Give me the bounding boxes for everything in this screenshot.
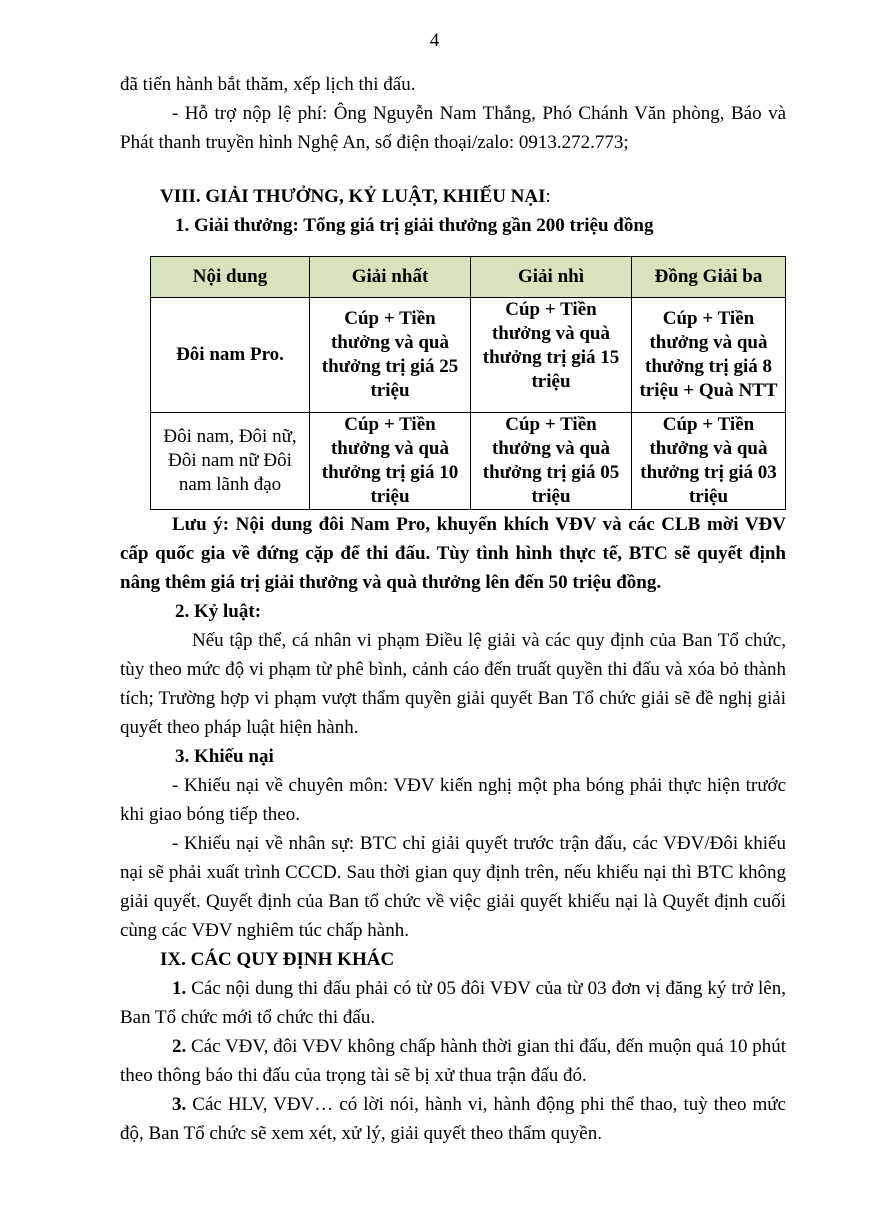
header-content: Nội dung <box>151 257 310 298</box>
section-9-title: IX. CÁC QUY ĐỊNH KHÁC <box>160 949 395 970</box>
rule-item <box>120 1032 786 1090</box>
row-label: Đôi nam, Đôi nữ, Đôi nam nữ Đôi nam lãnh đạo <box>151 413 310 510</box>
complaint-item: - Khiếu nại về nhân sự: BTC chỉ giải quyết trước trận đấu, các VĐV/Đôi khiếu nại sẽ phải xuất trình CCCD. Sau thời gian quy định trên, nếu khiếu nại thì BTC không giải quyết. Quyết định của Ban tổ chức về việc giải quyết khiếu nại là Quyết định cuối cùng các VĐV nghiêm túc chấp hành. <box>120 833 786 941</box>
rule-text: Các HLV, VĐV… có lời nói, hành vi, hành động phi thể thao, tuỳ theo mức độ, Ban Tổ chức sẽ xem xét, xử lý, giải quyết theo thẩm quyền. <box>120 1094 786 1144</box>
rule-item <box>120 1090 786 1148</box>
page-number: 4 <box>429 30 440 51</box>
prize-note: Lưu ý: Nội dung đôi Nam Pro, khuyến khích VĐV và các CLB mời VĐV cấp quốc gia về đứng cặp để thi đấu. Tùy tình hình thực tế, BTC sẽ quyết định nâng thêm giá trị giải thưởng và quà thưởng lên đến 50 triệu đồng. <box>120 514 786 593</box>
section-8-title <box>120 182 786 211</box>
prize-table-header-row <box>151 257 786 298</box>
prize-cell: Cúp + Tiền thưởng và quà thưởng trị giá 03 triệu <box>632 413 786 510</box>
prize-cell: Cúp + Tiền thưởng và quà thưởng trị giá 10 triệu <box>310 413 471 510</box>
prize-cell: Cúp + Tiền thưởng và quà thưởng trị giá 8 triệu + Quà NTT <box>632 298 786 413</box>
prize-cell: Cúp + Tiền thưởng và quà thưởng trị giá 05 triệu <box>471 413 632 510</box>
complaint-item: - Khiếu nại về chuyên môn: VĐV kiến nghị một pha bóng phải thực hiện trước khi giao bóng tiếp theo. <box>120 775 786 825</box>
row-label: Đôi nam Pro. <box>151 298 310 413</box>
section-8-title-colon: : <box>545 186 551 207</box>
table-row <box>151 413 786 510</box>
rule-number: 1. <box>172 978 187 999</box>
prize-table <box>150 256 786 510</box>
intro-line: đã tiến hành bắt thăm, xếp lịch thi đấu. <box>120 74 416 95</box>
document-body <box>120 70 786 1148</box>
header-first-prize: Giải nhất <box>310 257 471 298</box>
rule-item <box>120 974 786 1032</box>
rule-text: Các nội dung thi đấu phải có từ 05 đôi VĐV của từ 03 đơn vị đăng ký trở lên, Ban Tổ chức mới tổ chức thi đấu. <box>120 978 786 1028</box>
header-third-prize: Đồng Giải ba <box>632 257 786 298</box>
prize-cell: Cúp + Tiền thưởng và quà thưởng trị giá 25 triệu <box>310 298 471 413</box>
complaint-heading: 3. Khiếu nại <box>175 746 274 767</box>
section-8-title-text: VIII. GIẢI THƯỞNG, KỶ LUẬT, KHIẾU NẠI <box>160 186 546 207</box>
table-row <box>151 298 786 413</box>
prize-cell: Cúp + Tiền thưởng và quà thưởng trị giá 15 triệu <box>471 298 632 413</box>
rule-text: Các VĐV, đôi VĐV không chấp hành thời gian thi đấu, đến muộn quá 10 phút theo thông báo thi đấu của trọng tài sẽ bị xử thua trận đấu đó. <box>120 1036 786 1086</box>
discipline-heading: 2. Kỷ luật: <box>175 601 262 622</box>
rule-number: 3. <box>172 1094 187 1115</box>
fee-support-paragraph: - Hỗ trợ nộp lệ phí: Ông Nguyễn Nam Thắng, Phó Chánh Văn phòng, Báo và Phát thanh truyền hình Nghệ An, số điện thoại/zalo: 0913.272.773; <box>120 103 786 153</box>
header-second-prize: Giải nhì <box>471 257 632 298</box>
rule-number: 2. <box>172 1036 187 1057</box>
discipline-paragraph: Nếu tập thể, cá nhân vi phạm Điều lệ giải và các quy định của Ban Tổ chức, tùy theo mức độ vi phạm từ phê bình, cảnh cáo đến truất quyền thi đấu và xóa bỏ thành tích; Trường hợp vi phạm vượt thẩm quyền giải quyết Ban Tổ chức giải sẽ đề nghị giải quyết theo pháp luật hiện hành. <box>120 630 786 738</box>
prize-heading: 1. Giải thưởng: Tổng giá trị giải thưởng gần 200 triệu đồng <box>175 215 654 236</box>
